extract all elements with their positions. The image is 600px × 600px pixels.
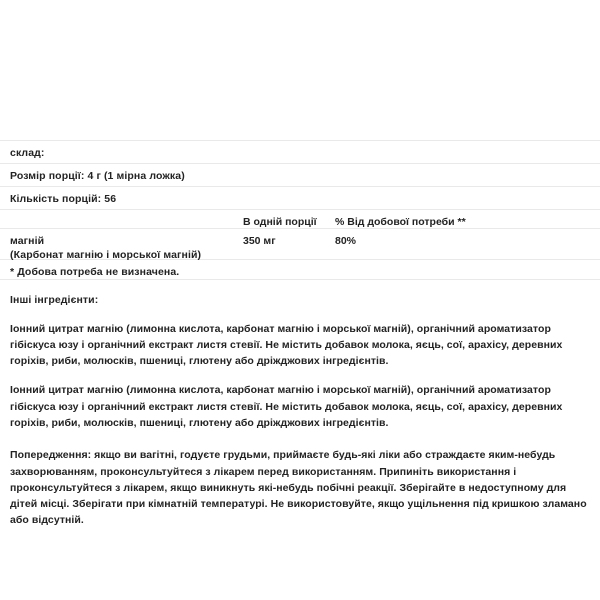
table-column-header-row — [0, 209, 600, 228]
nutrient-name-primary: магній — [10, 235, 45, 247]
table-row — [0, 228, 600, 262]
servings-per-container-value: Кількість порцій: 56 — [10, 193, 117, 205]
other-ingredients-paragraph-2: Іонний цитрат магнію (лимонна кислота, карбонат магнію і морської магній), органічний ароматизатор гібіскуса юзу і органічний екстракт листя стевії. Не містить добавок молока, яєць, сої, арахісу, деревних горіхів, риби, молюсків, пшениці, глютену або дріжджових інгредієнтів. — [10, 384, 563, 430]
other-ingredients-section — [0, 280, 600, 529]
nutrient-name-cell — [10, 234, 243, 263]
column-header-daily-value: % Від добової потреби ** — [335, 216, 466, 228]
servings-per-container-row — [0, 186, 600, 209]
supplement-facts-panel — [0, 140, 600, 280]
composition-row — [0, 140, 600, 163]
other-ingredients-paragraph-1: Іонний цитрат магнію (лимонна кислота, карбонат магнію і морської магній), органічний ароматизатор гібіскуса юзу і органічний екстракт листя стевії. Не містить добавок молока, яєць, сої, арахісу, деревних горіхів, риби, молюсків, пшениці, глютену або дріжджових інгредієнтів. — [10, 322, 563, 368]
column-header-amount-per-serving: В одній порції — [243, 216, 317, 228]
nutrient-amount-value: 350 мг — [243, 235, 276, 247]
other-ingredients-heading: Інші інгредієнти: — [10, 294, 99, 306]
serving-size-value: Розмір порції: 4 г (1 мірна ложка) — [10, 170, 185, 182]
daily-value-footnote: * Добова потреба не визначена. — [10, 266, 180, 278]
serving-size-row — [0, 163, 600, 186]
composition-label: склад: — [10, 147, 45, 159]
nutrient-name-secondary: (Карбонат магнію і морської магній) — [10, 249, 202, 262]
top-spacer — [0, 0, 600, 140]
warning-paragraph: Попередження: якщо ви вагітні, годуєте грудьми, приймаєте будь-які ліки або страждаєте яким-небудь захворюванням, проконсультуйтеся з лікарем перед використанням. Припиніть використання і проконсультуйтеся з лікарем, якщо виникнуть які-небудь побічні реакції. Зберігайте в недоступному для дітей місці. Зберігати при кімнатній температурі. Не використовуйте, якщо ущільнення під кришкою зламано або відсутній. — [10, 449, 587, 527]
nutrient-daily-value: 80% — [335, 235, 357, 247]
